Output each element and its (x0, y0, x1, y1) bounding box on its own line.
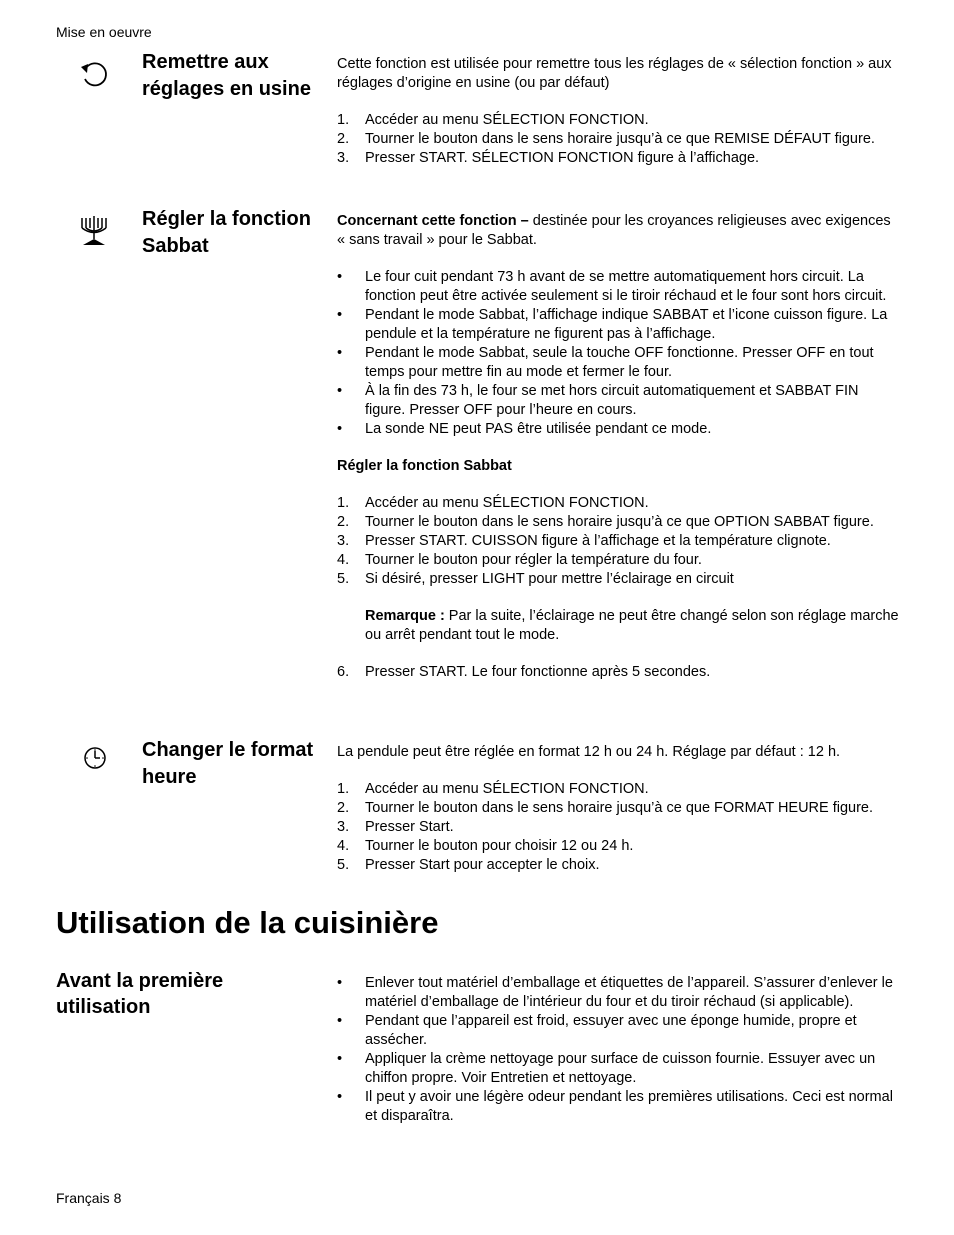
page-header: Mise en oeuvre (56, 24, 152, 40)
section-title-clock: Changer le format heure (142, 739, 314, 788)
reset-intro: Cette fonction est utilisée pour remettre tous les réglages de « sélection fonction » aux réglages d’origine en usine (ou par défaut) (337, 56, 892, 91)
section-title-sabbath: Régler la fonction Sabbat (142, 208, 311, 257)
section-body-sabbath (337, 212, 902, 682)
list-item: 4. Tourner le bouton pour choisir 12 ou 24 h. (337, 838, 634, 854)
page-footer: Français 8 (56, 1190, 122, 1206)
clock-steps (337, 780, 902, 875)
first-use-bullets (337, 974, 902, 1126)
list-item: 1. Accéder au menu SÉLECTION FONCTION. (337, 112, 649, 128)
section-title-reset: Remettre aux réglages en usine (142, 51, 311, 100)
list-item: 5. Si désiré, presser LIGHT pour mettre l’éclairage en circuit (337, 571, 734, 587)
list-item: 2. Tourner le bouton dans le sens horaire jusqu’à ce que OPTION SABBAT figure. (337, 514, 874, 530)
list-item: • Pendant que l’appareil est froid, essuyer avec une éponge humide, propre et assécher. (337, 1013, 857, 1048)
list-item: • Appliquer la crème nettoyage pour surface de cuisson fournie. Essuyer avec un chiffon propre. Voir Entretien et nettoyage. (337, 1051, 876, 1086)
sabbath-steps (337, 494, 902, 589)
list-item: 4. Tourner le bouton pour régler la température du four. (337, 552, 702, 568)
list-item: • Enlever tout matériel d’emballage et étiquettes de l’appareil. S’assurer d’enlever le matériel d’emballage de l’intérieur du four et du tiroir réchaud (si applicable). (337, 975, 893, 1010)
sabbath-step6 (337, 663, 902, 682)
page-title: Utilisation de la cuisinière (56, 905, 439, 940)
list-item: • À la fin des 73 h, le four se met hors circuit automatiquement et SABBAT FIN figure. Presser OFF pour l’heure en cours. (337, 383, 859, 418)
section-body-first-use (337, 974, 902, 1126)
list-item: • Pendant le mode Sabbat, l’affichage indique SABBAT et l’icone cuisson figure. La pendule et la température ne figurent pas à l’affichage. (337, 307, 888, 342)
list-item: 3. Presser Start. (337, 819, 454, 835)
list-item: • Pendant le mode Sabbat, seule la touche OFF fonctionne. Presser OFF en tout temps pour mettre fin au mode et fermer le four. (337, 345, 874, 380)
list-item: • Il peut y avoir une légère odeur pendant les premières utilisations. Ceci est normal et disparaîtra. (337, 1089, 893, 1124)
section-body-clock (337, 743, 902, 875)
section-body-reset (337, 55, 902, 168)
list-item: • La sonde NE peut PAS être utilisée pendant ce mode. (337, 421, 712, 437)
sabbath-subheading: Régler la fonction Sabbat (337, 458, 512, 474)
list-item: 3. Presser START. SÉLECTION FONCTION figure à l’affichage. (337, 150, 760, 166)
list-item: 1. Accéder au menu SÉLECTION FONCTION. (337, 495, 649, 511)
sabbath-bullets (337, 268, 902, 439)
list-item: 5. Presser Start pour accepter le choix. (337, 857, 600, 873)
list-item: 2. Tourner le bouton dans le sens horaire jusqu’à ce que REMISE DÉFAUT figure. (337, 131, 875, 147)
reset-icon (78, 58, 112, 97)
menorah-icon (78, 215, 110, 254)
list-item: • Le four cuit pendant 73 h avant de se mettre automatiquement hors circuit. La fonction peut être activée seulement si le tiroir réchaud et le four sont hors circuit. (337, 269, 887, 304)
list-item: 6. Presser START. Le four fonctionne après 5 secondes. (337, 664, 711, 680)
reset-steps (337, 111, 902, 168)
sabbath-intro: Concernant cette fonction – destinée pour les croyances religieuses avec exigences « sans travail » pour le Sabbat. (337, 213, 891, 248)
sabbath-note: Remarque : Par la suite, l’éclairage ne peut être changé selon son réglage marche ou arrêt pendant tout le mode. (365, 608, 899, 643)
list-item: 1. Accéder au menu SÉLECTION FONCTION. (337, 781, 649, 797)
section-title-first-use: Avant la première utilisation (56, 970, 224, 1018)
clock-intro: La pendule peut être réglée en format 12 h ou 24 h. Réglage par défaut : 12 h. (337, 744, 841, 760)
list-item: 2. Tourner le bouton dans le sens horaire jusqu’à ce que FORMAT HEURE figure. (337, 800, 874, 816)
list-item: 3. Presser START. CUISSON figure à l’affichage et la température clignote. (337, 533, 831, 549)
clock-icon (82, 745, 108, 776)
